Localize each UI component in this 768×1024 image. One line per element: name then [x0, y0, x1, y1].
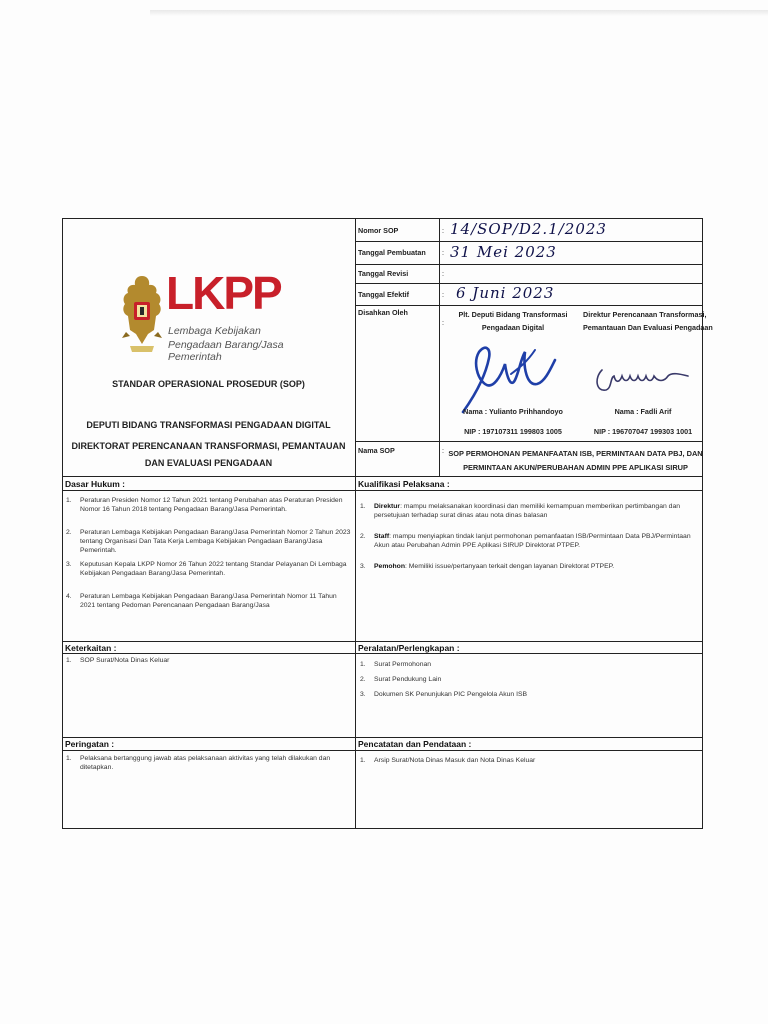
kualifikasi-title: Kualifikasi Pelaksana : — [358, 479, 450, 489]
org-line-1: DEPUTI BIDANG TRANSFORMASI PENGADAAN DIGITAL — [86, 420, 331, 430]
item-number: 1. — [66, 497, 72, 504]
approver-left-title-1: Plt. Deputi Bidang Transformasi — [458, 310, 568, 319]
nomor-sop-value: 14/SOP/D2.1/2023 — [450, 220, 607, 238]
item-text: Keputusan Kepala LKPP Nomor 26 Tahun 2022 tentang Standar Pelayanan Di Lembaga Kebijakan Pengadaan Barang/Jasa Pemerintah. — [80, 561, 347, 577]
approver-right-nip: NIP : 196707047 199303 1001 — [593, 427, 693, 436]
approver-right-title-1: Direktur Perencanaan Transformasi, — [583, 310, 707, 319]
signature-left-icon — [455, 338, 565, 418]
item-number: 1. — [360, 661, 366, 668]
keterkaitan-title: Keterkaitan : — [65, 643, 117, 653]
org-line-2: DIREKTORAT PERENCANAAN TRANSFORMASI, PEMANTAUAN — [71, 441, 346, 451]
lkpp-tagline-2: Pengadaan Barang/Jasa Pemerintah — [168, 339, 284, 363]
row-line-efektif — [355, 305, 703, 306]
item-text: SOP Surat/Nota Dinas Keluar — [80, 657, 170, 664]
item-number: 4. — [66, 593, 72, 600]
item-text: Surat Pendukung Lain — [374, 676, 442, 683]
dasar-hukum-item — [66, 592, 352, 610]
lkpp-tagline-1: Lembaga Kebijakan — [168, 325, 261, 337]
peralatan-item — [360, 675, 700, 684]
pencatatan-title: Pencatatan dan Pendataan : — [358, 739, 472, 749]
role-label: Staff — [374, 533, 390, 540]
role-description: : Memiliki issue/pertanyaan terkait dengan layanan Direktorat PTPEP. — [404, 563, 615, 570]
peralatan-title: Peralatan/Perlengkapan : — [358, 643, 460, 653]
item-number: 2. — [360, 676, 366, 683]
nomor-sop-label: Nomor SOP — [358, 226, 399, 235]
dasar-hukum-item — [66, 496, 352, 514]
scan-edge — [150, 10, 768, 16]
nomor-sop-colon: : — [442, 226, 444, 235]
item-text: Dokumen SK Penunjukan PIC Pengelola Akun ISB — [374, 691, 528, 698]
item-text: Peraturan Presiden Nomor 12 Tahun 2021 tentang Perubahan atas Peraturan Presiden Nomor 16 Tahun 2018 tentang Pengadaan Barang/Jasa Pemerintah. — [80, 497, 343, 513]
tanggal-pembuatan-colon: : — [442, 248, 444, 257]
item-text: Surat Permohonan — [374, 661, 432, 668]
item-text: Peraturan Lembaga Kebijakan Pengadaan Barang/Jasa Pemerintah Nomor 11 Tahun 2021 tentang Pedoman Perencanaan Pengadaan Barang/Jasa — [80, 593, 337, 609]
item-number: 3. — [360, 563, 366, 570]
peralatan-item — [360, 690, 700, 699]
row-line-pembuatan — [355, 264, 703, 265]
peringatan-title: Peringatan : — [65, 739, 115, 749]
section-divider-3 — [62, 737, 703, 738]
tanggal-revisi-label: Tanggal Revisi — [358, 269, 409, 278]
item-text: Pelaksana bertanggung jawab atas pelaksanaan aktivitas yang telah dilakukan dan ditetapkan. — [80, 755, 331, 771]
item-number: 1. — [66, 657, 72, 664]
role-label: Pemohon — [374, 563, 405, 570]
tanggal-pembuatan-label: Tanggal Pembuatan — [358, 248, 426, 257]
tanggal-pembuatan-value: 31 Mei 2023 — [450, 243, 557, 261]
role-description: : mampu menyiapkan tindak lanjut permohonan pemanfaatan ISB/Permintaan Data PBJ/Permintaan Akun atau Perubahan Admin PPE Aplikasi SIRUP Direktorat PTPEP. — [374, 533, 691, 549]
item-number: 3. — [360, 691, 366, 698]
section-title-line-1 — [62, 490, 703, 491]
kualifikasi-item — [360, 502, 700, 520]
item-number: 2. — [66, 529, 72, 536]
peringatan-item — [66, 754, 352, 772]
approver-right-title-2: Pemantauan Dan Evaluasi Pengadaan — [583, 323, 713, 332]
role-description: : mampu melaksanakan koordinasi dan memiliki kemampuan memberikan pertimbangan dan persetujuan terhadap surat dinas atau nota dinas balasan — [374, 503, 681, 519]
nama-sop-label: Nama SOP — [358, 446, 395, 455]
dasar-hukum-title: Dasar Hukum : — [65, 479, 125, 489]
approver-right-name: Nama : Fadli Arif — [614, 407, 672, 416]
item-text: Arsip Surat/Nota Dinas Masuk dan Nota Dinas Keluar — [374, 757, 536, 764]
role-label: Direktur — [374, 503, 401, 510]
row-line-nomor — [355, 241, 703, 242]
peralatan-item — [360, 660, 700, 669]
approver-left-nip: NIP : 197107311 199803 1005 — [464, 427, 562, 436]
nama-sop-line-1: SOP PERMOHONAN PEMANFAATAN ISB, PERMINTAAN DATA PBJ, DAN — [448, 449, 703, 458]
lkpp-logo — [120, 267, 300, 363]
section-title-line-2 — [62, 653, 703, 654]
nama-sop-line-2: PERMINTAAN AKUN/PERUBAHAN ADMIN PPE APLIKASI SIRUP — [463, 463, 688, 472]
approver-left-name: Nama : Yulianto Prihhandoyo — [463, 407, 563, 416]
nama-sop-colon: : — [442, 446, 444, 455]
item-number: 1. — [360, 757, 366, 764]
disahkan-oleh-colon: : — [442, 318, 444, 327]
dasar-hukum-item — [66, 560, 352, 578]
item-number: 3. — [66, 561, 72, 568]
row-line-disahkan — [355, 441, 703, 442]
section-divider-2 — [62, 641, 703, 642]
approver-left-title-2: Pengadaan Digital — [481, 323, 545, 332]
tanggal-efektif-label: Tanggal Efektif — [358, 290, 409, 299]
item-text: Peraturan Lembaga Kebijakan Pengadaan Barang/Jasa Pemerintah Nomor 2 Tahun 2023 tentang Organisasi Dan Tata Kerja Lembaga Kebijakan Pengadaan Barang/Jasa Pemerintah. — [80, 529, 351, 554]
tanggal-efektif-value: 6 Juni 2023 — [456, 284, 555, 302]
signature-right-icon — [592, 360, 692, 396]
document-title: STANDAR OPERASIONAL PROSEDUR (SOP) — [112, 379, 305, 389]
item-number: 1. — [360, 503, 366, 510]
kualifikasi-item — [360, 532, 700, 550]
kualifikasi-item — [360, 562, 700, 571]
section-title-line-3 — [62, 750, 703, 751]
lkpp-wordmark: LKPP — [166, 267, 281, 319]
dasar-hukum-item — [66, 528, 352, 555]
meta-label-divider — [439, 218, 440, 476]
tanggal-revisi-colon: : — [442, 269, 444, 278]
header-bottom-line — [62, 476, 703, 477]
item-number: 2. — [360, 533, 366, 540]
tanggal-efektif-colon: : — [442, 290, 444, 299]
keterkaitan-item — [66, 656, 352, 665]
garuda-emblem-icon — [120, 272, 164, 358]
pencatatan-item — [360, 756, 700, 765]
org-line-3: DAN EVALUASI PENGADAAN — [144, 458, 273, 468]
disahkan-oleh-label: Disahkan Oleh — [358, 308, 408, 317]
item-number: 1. — [66, 755, 72, 762]
